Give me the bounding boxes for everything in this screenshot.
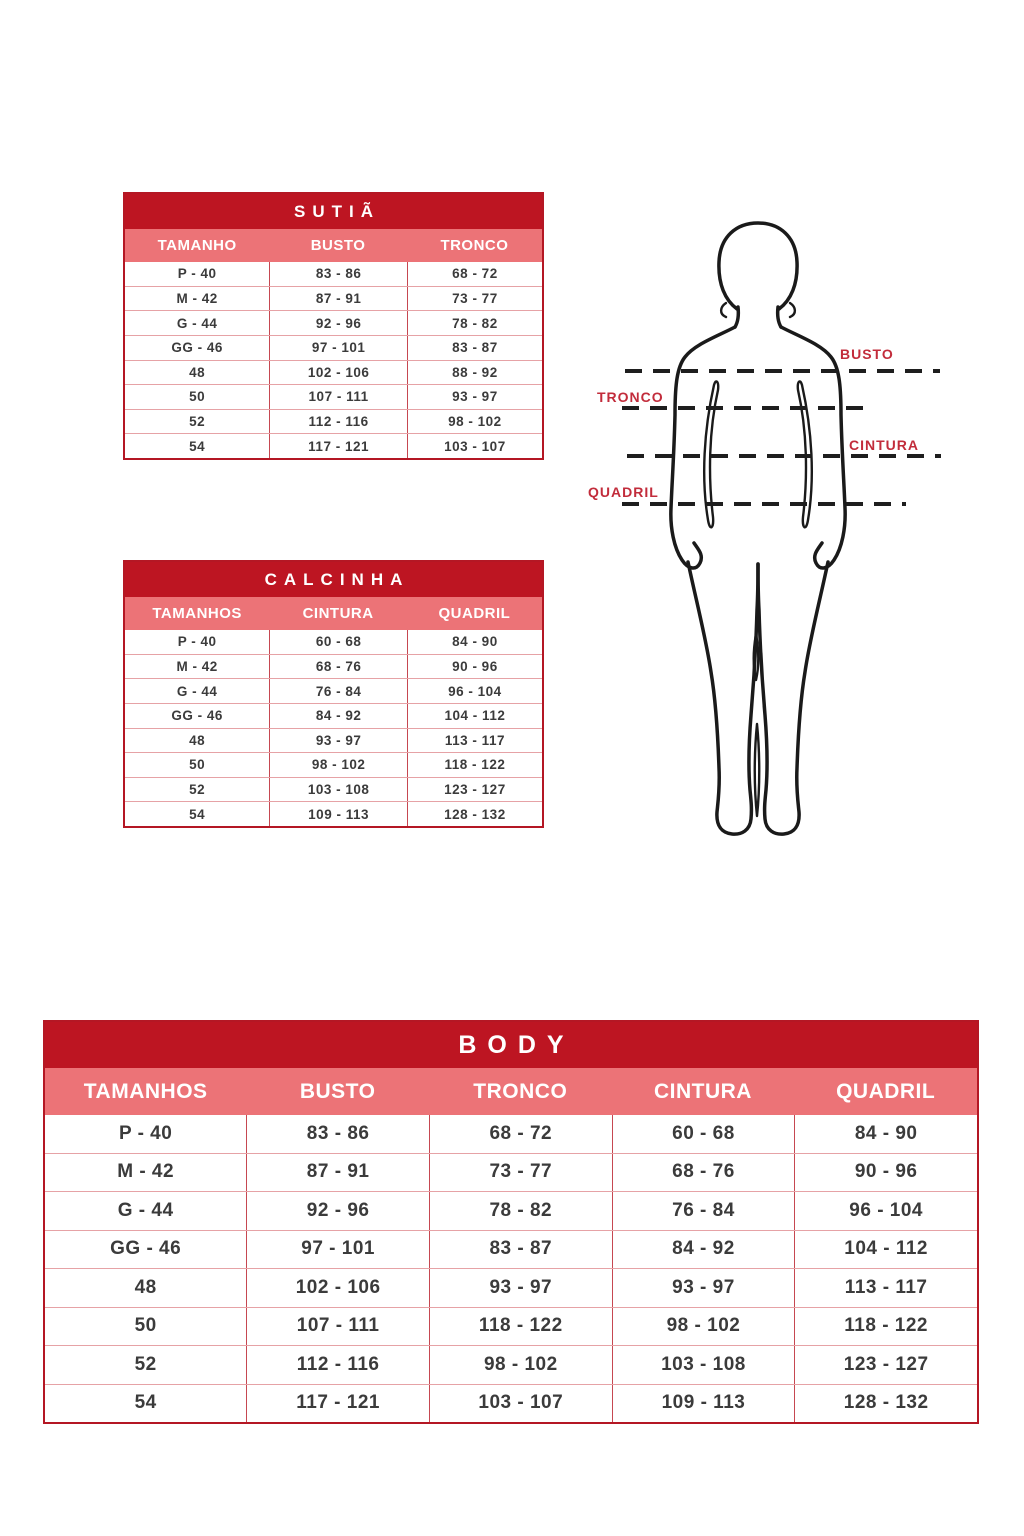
table-cell: 48 xyxy=(134,1276,157,1298)
column-header: CINTURA xyxy=(302,605,374,622)
table-cell: 48 xyxy=(189,732,206,748)
sutia-size-table xyxy=(123,192,544,460)
table-cell: 118 - 122 xyxy=(407,753,542,777)
female-body-figure-icon xyxy=(580,210,980,850)
table-title: SUTIÃ xyxy=(125,194,542,229)
table-cell: 60 - 68 xyxy=(612,1115,795,1153)
table-cell: 123 - 127 xyxy=(407,778,542,802)
quadril-label: QUADRIL xyxy=(588,484,659,500)
table-cell: 103 - 107 xyxy=(407,434,542,458)
table-cell: 92 - 96 xyxy=(246,1192,429,1230)
table-cell: GG - 46 xyxy=(171,708,223,724)
table-cell: G - 44 xyxy=(176,315,218,331)
column-header: TRONCO xyxy=(473,1079,568,1103)
table-row xyxy=(125,409,542,434)
table-cell: 102 - 106 xyxy=(269,361,407,385)
table-cell: 87 - 91 xyxy=(269,287,407,311)
table-row xyxy=(45,1191,977,1230)
table-cell: 103 - 107 xyxy=(429,1385,612,1423)
table-row xyxy=(45,1115,977,1153)
table-row xyxy=(125,654,542,679)
table-cell: 54 xyxy=(134,1392,157,1414)
table-row xyxy=(45,1384,977,1423)
table-cell: 90 - 96 xyxy=(407,655,542,679)
table-cell: 103 - 108 xyxy=(269,778,407,802)
table-cell: 109 - 113 xyxy=(612,1385,795,1423)
table-header-row xyxy=(125,597,542,630)
table-cell: 83 - 86 xyxy=(246,1115,429,1153)
table-row xyxy=(125,335,542,360)
table-cell: 98 - 102 xyxy=(407,410,542,434)
table-cell: 113 - 117 xyxy=(407,729,542,753)
table-cell: M - 42 xyxy=(176,658,218,674)
table-cell: 88 - 92 xyxy=(407,361,542,385)
table-cell: GG - 46 xyxy=(171,340,223,356)
table-cell: 54 xyxy=(189,806,206,822)
busto-measure-line xyxy=(625,369,940,373)
table-row xyxy=(45,1345,977,1384)
table-cell: 48 xyxy=(189,364,206,380)
table-cell: 128 - 132 xyxy=(407,802,542,826)
table-cell: 128 - 132 xyxy=(794,1385,977,1423)
table-cell: P - 40 xyxy=(118,1122,173,1144)
table-cell: 52 xyxy=(189,414,206,430)
column-header: TAMANHOS xyxy=(83,1079,208,1103)
table-cell: 78 - 82 xyxy=(429,1192,612,1230)
body-measurement-diagram xyxy=(580,210,980,850)
table-cell: 97 - 101 xyxy=(246,1231,429,1269)
table-cell: 68 - 76 xyxy=(269,655,407,679)
table-cell: 68 - 72 xyxy=(407,262,542,286)
column-header: QUADRIL xyxy=(438,605,511,622)
table-cell: 84 - 92 xyxy=(269,704,407,728)
table-body xyxy=(45,1115,977,1422)
table-row xyxy=(45,1268,977,1307)
table-row xyxy=(125,678,542,703)
table-cell: 90 - 96 xyxy=(794,1154,977,1192)
table-row xyxy=(125,262,542,286)
table-cell: G - 44 xyxy=(117,1199,174,1221)
table-cell: 54 xyxy=(189,438,206,454)
table-cell: 83 - 87 xyxy=(407,336,542,360)
table-row xyxy=(125,286,542,311)
table-cell: 104 - 112 xyxy=(407,704,542,728)
column-header: BUSTO xyxy=(299,1079,376,1103)
table-header-row xyxy=(45,1068,977,1115)
table-cell: 102 - 106 xyxy=(246,1269,429,1307)
table-cell: 112 - 116 xyxy=(269,410,407,434)
table-row xyxy=(125,801,542,826)
table-cell: 52 xyxy=(134,1353,157,1375)
table-cell: 68 - 72 xyxy=(429,1115,612,1153)
table-cell: 98 - 102 xyxy=(269,753,407,777)
body-size-table xyxy=(43,1020,979,1424)
table-cell: 113 - 117 xyxy=(794,1269,977,1307)
column-header: BUSTO xyxy=(310,237,366,254)
table-cell: G - 44 xyxy=(176,683,218,699)
table-cell: 117 - 121 xyxy=(246,1385,429,1423)
table-cell: 78 - 82 xyxy=(407,311,542,335)
table-cell: 107 - 111 xyxy=(246,1308,429,1346)
table-row xyxy=(45,1307,977,1346)
table-cell: 107 - 111 xyxy=(269,385,407,409)
table-cell: 92 - 96 xyxy=(269,311,407,335)
table-cell: P - 40 xyxy=(177,634,217,650)
table-cell: 52 xyxy=(189,782,206,798)
table-cell: 50 xyxy=(134,1315,157,1337)
table-cell: 73 - 77 xyxy=(407,287,542,311)
table-row xyxy=(125,310,542,335)
table-cell: 93 - 97 xyxy=(407,385,542,409)
calcinha-size-table xyxy=(123,560,544,828)
table-row xyxy=(125,630,542,654)
busto-label: BUSTO xyxy=(840,346,894,362)
table-cell: 98 - 102 xyxy=(429,1346,612,1384)
table-row xyxy=(45,1230,977,1269)
table-title: CALCINHA xyxy=(125,562,542,597)
table-cell: 112 - 116 xyxy=(246,1346,429,1384)
table-row xyxy=(125,703,542,728)
table-cell: 76 - 84 xyxy=(612,1192,795,1230)
tronco-label: TRONCO xyxy=(597,389,664,405)
table-cell: M - 42 xyxy=(117,1161,175,1183)
table-cell: 96 - 104 xyxy=(794,1192,977,1230)
table-row xyxy=(125,433,542,458)
table-cell: 117 - 121 xyxy=(269,434,407,458)
tronco-measure-line xyxy=(622,406,868,410)
quadril-measure-line xyxy=(622,502,906,506)
table-cell: 84 - 90 xyxy=(794,1115,977,1153)
table-row xyxy=(125,777,542,802)
table-cell: 83 - 86 xyxy=(269,262,407,286)
table-cell: 84 - 92 xyxy=(612,1231,795,1269)
table-cell: 73 - 77 xyxy=(429,1154,612,1192)
table-cell: 104 - 112 xyxy=(794,1231,977,1269)
cintura-measure-line xyxy=(627,454,941,458)
table-row xyxy=(125,752,542,777)
table-row xyxy=(45,1153,977,1192)
table-cell: 109 - 113 xyxy=(269,802,407,826)
table-cell: 118 - 122 xyxy=(794,1308,977,1346)
table-cell: 50 xyxy=(189,389,206,405)
table-cell: 93 - 97 xyxy=(429,1269,612,1307)
column-header: QUADRIL xyxy=(836,1079,936,1103)
table-row xyxy=(125,384,542,409)
table-cell: P - 40 xyxy=(177,266,217,282)
column-header: TAMANHOS xyxy=(152,605,242,622)
table-cell: 97 - 101 xyxy=(269,336,407,360)
table-title: BODY xyxy=(45,1022,977,1068)
table-cell: 93 - 97 xyxy=(269,729,407,753)
table-body xyxy=(125,262,542,458)
table-cell: 84 - 90 xyxy=(407,630,542,654)
table-cell: 83 - 87 xyxy=(429,1231,612,1269)
column-header: CINTURA xyxy=(653,1079,752,1103)
table-cell: 60 - 68 xyxy=(269,630,407,654)
table-header-row xyxy=(125,229,542,262)
table-cell: M - 42 xyxy=(176,290,218,306)
table-cell: 103 - 108 xyxy=(612,1346,795,1384)
column-header: TAMANHO xyxy=(157,237,237,254)
table-row xyxy=(125,360,542,385)
column-header: TRONCO xyxy=(440,237,509,254)
table-cell: 87 - 91 xyxy=(246,1154,429,1192)
table-cell: 98 - 102 xyxy=(612,1308,795,1346)
table-cell: GG - 46 xyxy=(110,1238,182,1260)
table-row xyxy=(125,728,542,753)
table-cell: 118 - 122 xyxy=(429,1308,612,1346)
table-body xyxy=(125,630,542,826)
table-cell: 50 xyxy=(189,757,206,773)
table-cell: 68 - 76 xyxy=(612,1154,795,1192)
table-cell: 93 - 97 xyxy=(612,1269,795,1307)
table-cell: 76 - 84 xyxy=(269,679,407,703)
cintura-label: CINTURA xyxy=(849,437,919,453)
table-cell: 123 - 127 xyxy=(794,1346,977,1384)
table-cell: 96 - 104 xyxy=(407,679,542,703)
